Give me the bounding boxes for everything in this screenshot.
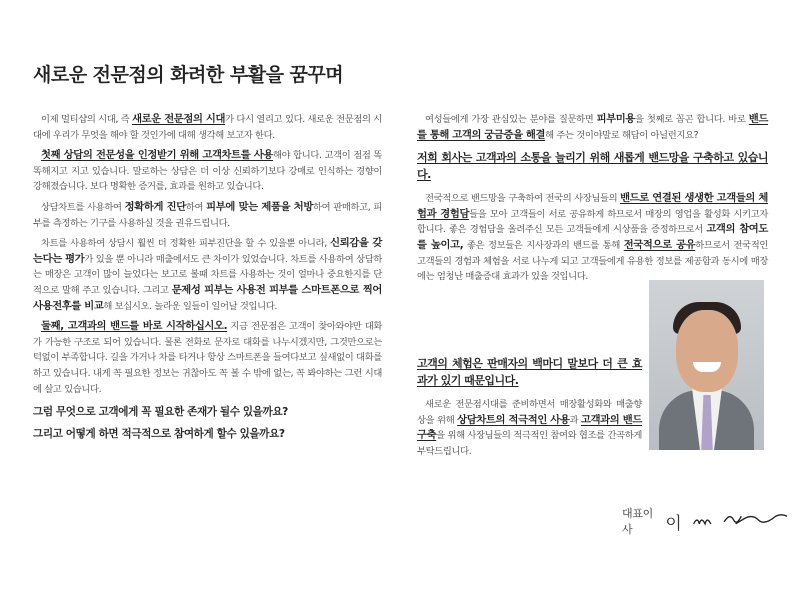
question-one: 그럼 무엇으로 고객에게 꼭 필요한 존재가 될수 있을까요? bbox=[33, 406, 288, 419]
question-two: 그리고 어떻게 하면 적극적으로 참여하게 할수 있을까요? bbox=[33, 428, 285, 441]
portrait-face bbox=[676, 310, 738, 392]
emphasis-text: 전국적으로 공유 bbox=[623, 238, 696, 251]
emphasis-text: 고객과의 밴드구축 bbox=[417, 413, 642, 442]
text-run: 지금 전문점은 고객이 찾아와야만 대화가 가능한 구조로 되어 있습니다. 물론 전화로 문자로 대화를 나누시겠지만, 그것만으로는 턱없이 부족합니다. 길을 가거나 차를 타거나 항상 스마트폰을 들여다보고 싶새없이 대화를 하고 있습니다. 내게 꼭 필요한 정보는 귀찮아도 꼭 볼 수 밖에 없는, 꼭 봐야하는 그런 시대에 살고 있습니다. bbox=[33, 321, 382, 395]
chart-usage-paragraph bbox=[33, 200, 382, 231]
emphasis-text: 밴드로 연결된 생생한 고객들의 체험과 경험담 bbox=[417, 192, 769, 220]
text-run: 이제 멀티샵의 시대, 즉 bbox=[41, 114, 133, 125]
second-point-paragraph bbox=[33, 319, 382, 397]
emphasis-text: 고객의 참여도를 높이고, bbox=[417, 223, 768, 251]
emphasis-text: 신뢰감을 갖는다는 평가 bbox=[33, 237, 382, 265]
text-run: 하여 판매하고, 피부를 측정하는 기구를 사용하실 것을 권유드립니다. bbox=[33, 201, 383, 229]
text-run: 을 위해 사장님들의 적극적인 참여와 협조를 간곡하게 부탁드립니다. bbox=[417, 430, 642, 457]
signature-name: 이 bbox=[665, 513, 682, 534]
text-run: 차트를 사용하여 상담시 훨씬 더 정확한 피부진단을 할 수 있을뿐 아니라, bbox=[41, 238, 331, 250]
text-run: 하므로서 전국적인 고객들의 경험과 체험을 서로 나누게 되고 고객들에게 유용한 정보를 제공함과 동시에 매장에는 엄청난 매출증대 효과가 있을 것입니다. bbox=[417, 239, 768, 283]
emphasis-text: 상담차트의 적극적인 사용 bbox=[457, 413, 570, 426]
emphasis-text: 첫째 상담의 전문성을 인정받기 위해 고객차트를 사용 bbox=[41, 149, 274, 162]
emphasis-text: 새로운 전문점의 시대 bbox=[132, 113, 226, 125]
text-run: 해 주는 것이야말로 해답이 아닐런지요? bbox=[545, 129, 699, 141]
handwritten-signature-icon bbox=[686, 506, 800, 536]
chart-benefit-paragraph bbox=[33, 236, 382, 314]
text-run: 해야 합니다. 고객이 점점 똑똑해지고 지고 있습니다. 말로하는 상담은 더 이상 신뢰하기보다 강매로 인식하는 경향이 강해졌습니다. 보다 명확한 증거를, 효과를 원하고 있습니다. bbox=[33, 150, 382, 193]
text-run: 가 있을 뿐 아니라 매출에서도 큰 차이가 있었습니다. 차트를 사용하여 상담하는 매장은 고객이 많이 늘었다는 보고로 볼때 차트를 사용하는 것이 얼마나 중요한지를 단적으로 말해 주고 있습니다. 그리고 bbox=[33, 253, 383, 296]
first-point-paragraph bbox=[33, 148, 382, 195]
text-run: 좋은 정보들은 지사장과의 밴드를 통해 bbox=[463, 239, 624, 251]
emphasis-text: 피부미용 bbox=[596, 113, 635, 125]
text-run: 을 첫째로 꼽곤 합니다. 바로 bbox=[635, 114, 749, 125]
emphasis-text: 피부에 맞는 제품을 처방 bbox=[206, 200, 313, 213]
skin-care-paragraph bbox=[417, 112, 768, 143]
closing-paragraph bbox=[417, 397, 642, 459]
signature-title: 대표이사 bbox=[622, 507, 653, 536]
customer-experience-heading: 고객의 체험은 판매자의 백마디 말보다 더 큰 효과가 있기 때문입니다. bbox=[417, 357, 642, 387]
right-column bbox=[417, 112, 768, 290]
band-network-paragraph bbox=[417, 191, 768, 285]
intro-paragraph bbox=[33, 112, 382, 143]
text-run: 해 보십시오. 놀라운 일들이 일어날 것입니다. bbox=[103, 300, 278, 312]
left-column bbox=[33, 112, 382, 444]
ceo-portrait-photo bbox=[649, 280, 764, 450]
text-run: 전국적으로 밴드망을 구축하여 전국의 사장님들의 bbox=[425, 193, 621, 205]
emphasis-text: 둘째, 고객과의 밴드를 바로 시작하십시오. bbox=[41, 320, 228, 333]
text-run: 새로운 전문점시대를 준비하면서 매장활성화와 매출향상을 위해 bbox=[417, 399, 642, 426]
band-network-heading: 저희 회사는 고객과의 소통을 늘리기 위해 새롭게 밴드망을 구축하고 있습니다. bbox=[417, 151, 768, 182]
emphasis-text: 문제성 피부는 사용전 피부를 스마트폰으로 찍어 사용전후를 비교 bbox=[33, 283, 383, 312]
text-run: 들을 모아 고객들이 서로 공유하게 하므로서 매장의 영업을 활성화 시키고자 합니다. 좋은 경험담을 올려주신 모든 고객들에게 시상품을 증정하므로서 bbox=[417, 208, 769, 236]
right-column-lower bbox=[417, 355, 642, 464]
text-run: 과 bbox=[569, 414, 581, 426]
text-run: 여성들에게 가장 관심있는 분야를 질문하면 bbox=[425, 114, 597, 125]
text-run: 하여 bbox=[185, 201, 207, 213]
emphasis-text: 밴드를 통해 고객의 궁금증을 해결 bbox=[417, 113, 768, 141]
page-title: 새로운 전문점의 화려한 부활을 꿈꾸며 bbox=[33, 64, 344, 86]
emphasis-text: 정확하게 진단 bbox=[124, 200, 186, 213]
signature-block bbox=[622, 505, 800, 537]
text-run: 가 다시 열리고 있다. 새로운 전문점의 시대에 우리가 무엇을 해야 할 것인가에 대해 생각해 보고자 한다. bbox=[33, 114, 382, 141]
text-run: 상담차트를 사용하여 bbox=[41, 201, 125, 213]
